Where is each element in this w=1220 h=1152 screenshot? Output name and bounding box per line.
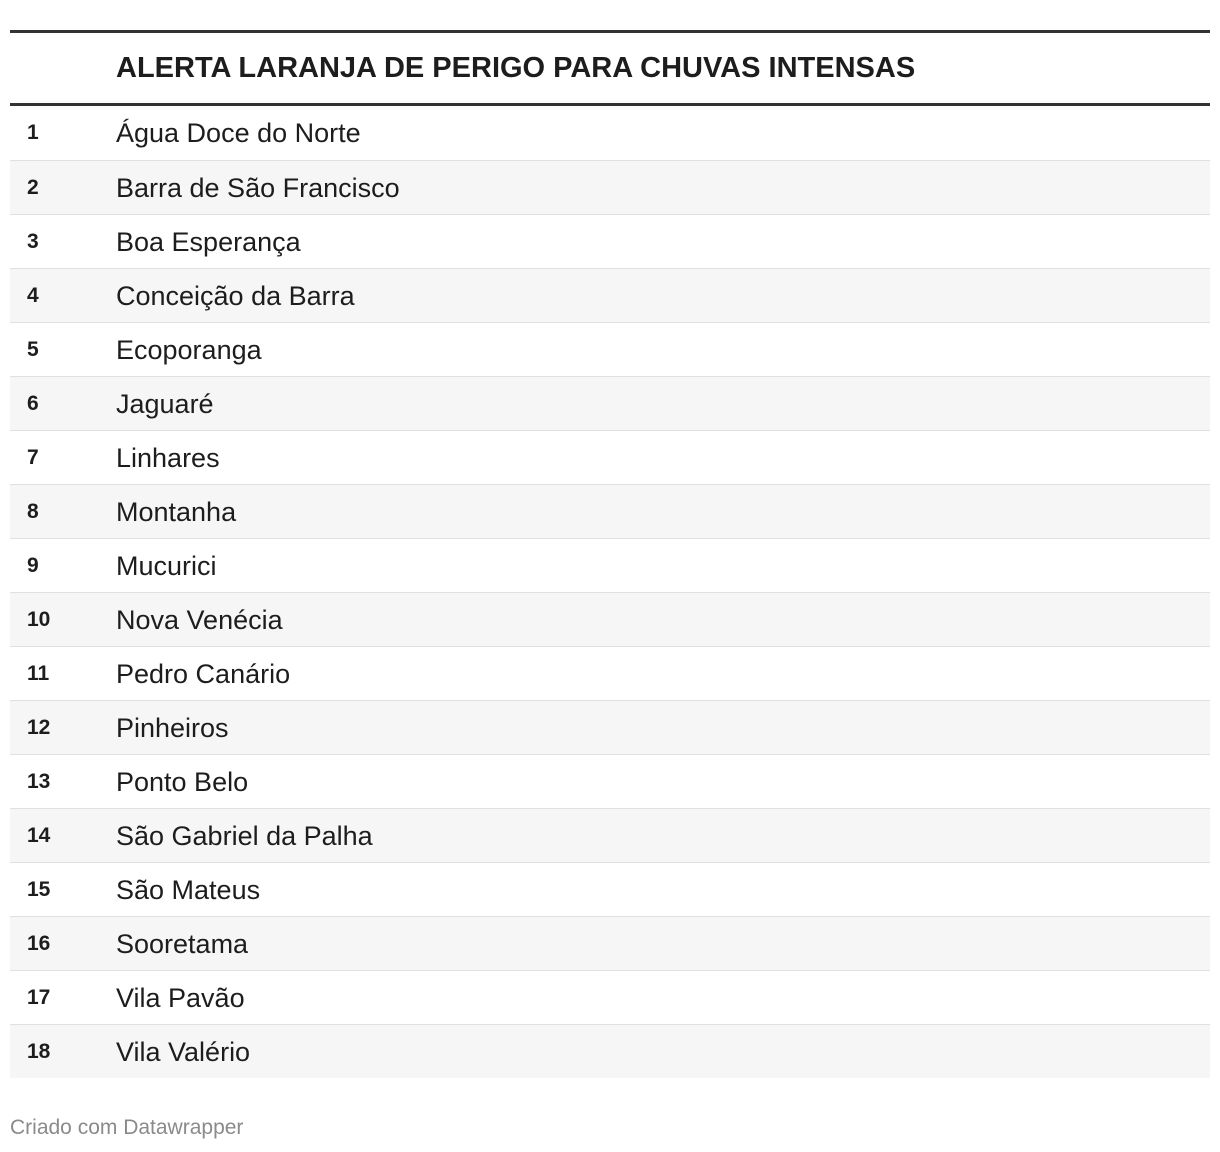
table-row — [10, 106, 1210, 160]
row-number: 17 — [27, 986, 51, 1009]
row-municipality-name: Montanha — [116, 497, 237, 527]
row-municipality-name: São Gabriel da Palha — [116, 821, 373, 851]
row-number: 1 — [27, 121, 39, 144]
row-municipality-name: Boa Esperança — [116, 227, 301, 257]
row-number: 10 — [27, 608, 51, 631]
row-municipality-name: Pedro Canário — [116, 659, 291, 689]
row-number: 6 — [27, 392, 39, 415]
row-municipality-name: Nova Venécia — [116, 605, 283, 635]
footer-credit[interactable]: Criado com Datawrapper — [10, 1116, 244, 1139]
table-row — [10, 160, 1210, 214]
row-number: 7 — [27, 446, 39, 469]
column-header-title[interactable]: ALERTA LARANJA DE PERIGO PARA CHUVAS INTENSAS — [116, 52, 916, 84]
row-number: 3 — [27, 230, 39, 253]
table-row — [10, 430, 1210, 484]
row-number: 8 — [27, 500, 39, 523]
row-number: 13 — [27, 770, 51, 793]
table-row — [10, 268, 1210, 322]
table-row — [10, 862, 1210, 916]
table-row — [10, 484, 1210, 538]
row-municipality-name: Pinheiros — [116, 713, 229, 743]
row-number: 9 — [27, 554, 39, 577]
row-municipality-name: Vila Pavão — [116, 983, 245, 1013]
row-number: 18 — [27, 1040, 51, 1063]
row-municipality-name: Conceição da Barra — [116, 281, 355, 311]
table-row — [10, 808, 1210, 862]
row-number: 11 — [27, 662, 50, 685]
data-table — [10, 30, 1210, 1078]
row-number: 12 — [27, 716, 51, 739]
row-number: 16 — [27, 932, 51, 955]
row-municipality-name: Ponto Belo — [116, 767, 249, 797]
row-municipality-name: Barra de São Francisco — [116, 173, 400, 203]
row-number: 2 — [27, 176, 39, 199]
row-municipality-name: Sooretama — [116, 929, 249, 959]
row-number: 4 — [27, 284, 39, 307]
table-row — [10, 376, 1210, 430]
table-row — [10, 646, 1210, 700]
row-municipality-name: Jaguaré — [116, 389, 214, 419]
table-row — [10, 970, 1210, 1024]
table-row — [10, 754, 1210, 808]
row-municipality-name: Água Doce do Norte — [116, 118, 361, 148]
row-municipality-name: Linhares — [116, 443, 220, 473]
table-row — [10, 538, 1210, 592]
row-municipality-name: Mucurici — [116, 551, 217, 581]
row-number: 15 — [27, 878, 51, 901]
table-row — [10, 700, 1210, 754]
table-row — [10, 916, 1210, 970]
table-row — [10, 214, 1210, 268]
row-municipality-name: São Mateus — [116, 875, 261, 905]
table-body — [10, 106, 1210, 1078]
table-row — [10, 592, 1210, 646]
table-row — [10, 322, 1210, 376]
row-number: 5 — [27, 338, 39, 361]
row-number: 14 — [27, 824, 51, 847]
table-header — [10, 30, 1210, 106]
row-municipality-name: Vila Valério — [116, 1037, 251, 1067]
table-row — [10, 1024, 1210, 1078]
row-municipality-name: Ecoporanga — [116, 335, 262, 365]
